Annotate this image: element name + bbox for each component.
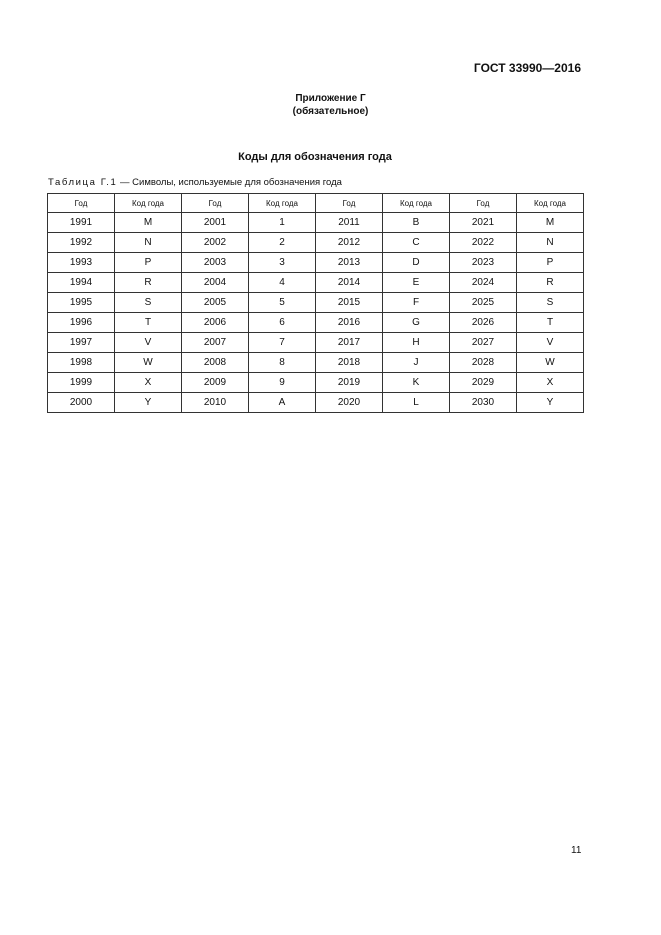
column-header-year: Год: [48, 194, 115, 213]
year-code-cell: G: [383, 313, 450, 333]
year-code-cell: K: [383, 373, 450, 393]
year-code-cell: M: [115, 213, 182, 233]
year-cell: 2024: [450, 273, 517, 293]
year-code-cell: 6: [249, 313, 316, 333]
year-code-cell: A: [249, 393, 316, 413]
year-cell: 2017: [316, 333, 383, 353]
year-cell: 1997: [48, 333, 115, 353]
annex-title: Приложение Г: [295, 93, 366, 104]
year-code-cell: 1: [249, 213, 316, 233]
year-cell: 1996: [48, 313, 115, 333]
column-header-year: Год: [450, 194, 517, 213]
year-cell: 2028: [450, 353, 517, 373]
year-cell: 2018: [316, 353, 383, 373]
year-cell: 2027: [450, 333, 517, 353]
table-row: [48, 293, 584, 313]
year-code-cell: 8: [249, 353, 316, 373]
table-row: [48, 273, 584, 293]
year-cell: 2014: [316, 273, 383, 293]
year-cell: 2004: [182, 273, 249, 293]
year-code-cell: S: [517, 293, 584, 313]
year-cell: 2000: [48, 393, 115, 413]
year-code-cell: P: [517, 253, 584, 273]
column-header-year: Год: [182, 194, 249, 213]
year-cell: 2001: [182, 213, 249, 233]
table-row: [48, 393, 584, 413]
year-code-cell: 7: [249, 333, 316, 353]
year-cell: 1999: [48, 373, 115, 393]
year-code-cell: W: [517, 353, 584, 373]
year-code-cell: 2: [249, 233, 316, 253]
year-code-cell: 4: [249, 273, 316, 293]
year-code-cell: B: [383, 213, 450, 233]
year-cell: 2002: [182, 233, 249, 253]
table-row: [48, 233, 584, 253]
column-header-year: Год: [316, 194, 383, 213]
year-code-cell: T: [517, 313, 584, 333]
year-code-cell: P: [115, 253, 182, 273]
column-header-code: Код года: [517, 194, 584, 213]
year-code-cell: X: [517, 373, 584, 393]
table-body: [48, 213, 584, 413]
year-code-cell: S: [115, 293, 182, 313]
year-cell: 1995: [48, 293, 115, 313]
year-cell: 2007: [182, 333, 249, 353]
year-cell: 2011: [316, 213, 383, 233]
year-cell: 2020: [316, 393, 383, 413]
year-cell: 2021: [450, 213, 517, 233]
year-cell: 1992: [48, 233, 115, 253]
annex-status: (обязательное): [292, 106, 369, 117]
year-codes-table: [47, 193, 584, 413]
year-code-cell: M: [517, 213, 584, 233]
year-cell: 2022: [450, 233, 517, 253]
year-code-cell: Y: [517, 393, 584, 413]
year-cell: 2003: [182, 253, 249, 273]
year-code-cell: V: [517, 333, 584, 353]
section-title: Коды для обозначения года: [238, 151, 392, 163]
table-caption-text: — Символы, используемые для обозначения года: [117, 177, 342, 188]
year-code-cell: L: [383, 393, 450, 413]
table-row: [48, 373, 584, 393]
year-code-cell: F: [383, 293, 450, 313]
table-row: [48, 353, 584, 373]
year-cell: 2005: [182, 293, 249, 313]
year-code-cell: V: [115, 333, 182, 353]
table-caption-prefix: Таблица Г.1: [48, 177, 118, 188]
table-row: [48, 313, 584, 333]
year-cell: 2012: [316, 233, 383, 253]
year-cell: 2013: [316, 253, 383, 273]
table-row: [48, 253, 584, 273]
year-code-cell: E: [383, 273, 450, 293]
year-code-cell: R: [517, 273, 584, 293]
year-code-cell: 3: [249, 253, 316, 273]
year-code-cell: C: [383, 233, 450, 253]
year-cell: 1998: [48, 353, 115, 373]
year-code-cell: H: [383, 333, 450, 353]
table-header-row: [48, 194, 584, 213]
year-code-cell: X: [115, 373, 182, 393]
year-code-cell: W: [115, 353, 182, 373]
column-header-code: Код года: [249, 194, 316, 213]
year-cell: 2008: [182, 353, 249, 373]
year-code-cell: 5: [249, 293, 316, 313]
year-code-cell: Y: [115, 393, 182, 413]
document-code: ГОСТ 33990—2016: [473, 61, 581, 75]
page-number: 11: [571, 845, 582, 856]
year-cell: 2016: [316, 313, 383, 333]
year-code-cell: J: [383, 353, 450, 373]
year-cell: 2030: [450, 393, 517, 413]
year-cell: 1994: [48, 273, 115, 293]
year-code-cell: N: [115, 233, 182, 253]
column-header-code: Код года: [115, 194, 182, 213]
year-code-cell: 9: [249, 373, 316, 393]
year-cell: 2026: [450, 313, 517, 333]
table-row: [48, 333, 584, 353]
year-cell: 2025: [450, 293, 517, 313]
year-cell: 2019: [316, 373, 383, 393]
year-cell: 2023: [450, 253, 517, 273]
table-row: [48, 213, 584, 233]
year-code-cell: N: [517, 233, 584, 253]
year-cell: 2009: [182, 373, 249, 393]
table-caption: [48, 177, 342, 188]
year-cell: 2010: [182, 393, 249, 413]
year-code-cell: T: [115, 313, 182, 333]
year-cell: 1993: [48, 253, 115, 273]
year-code-cell: R: [115, 273, 182, 293]
year-cell: 2015: [316, 293, 383, 313]
year-cell: 1991: [48, 213, 115, 233]
year-cell: 2029: [450, 373, 517, 393]
year-code-cell: D: [383, 253, 450, 273]
year-cell: 2006: [182, 313, 249, 333]
column-header-code: Код года: [383, 194, 450, 213]
